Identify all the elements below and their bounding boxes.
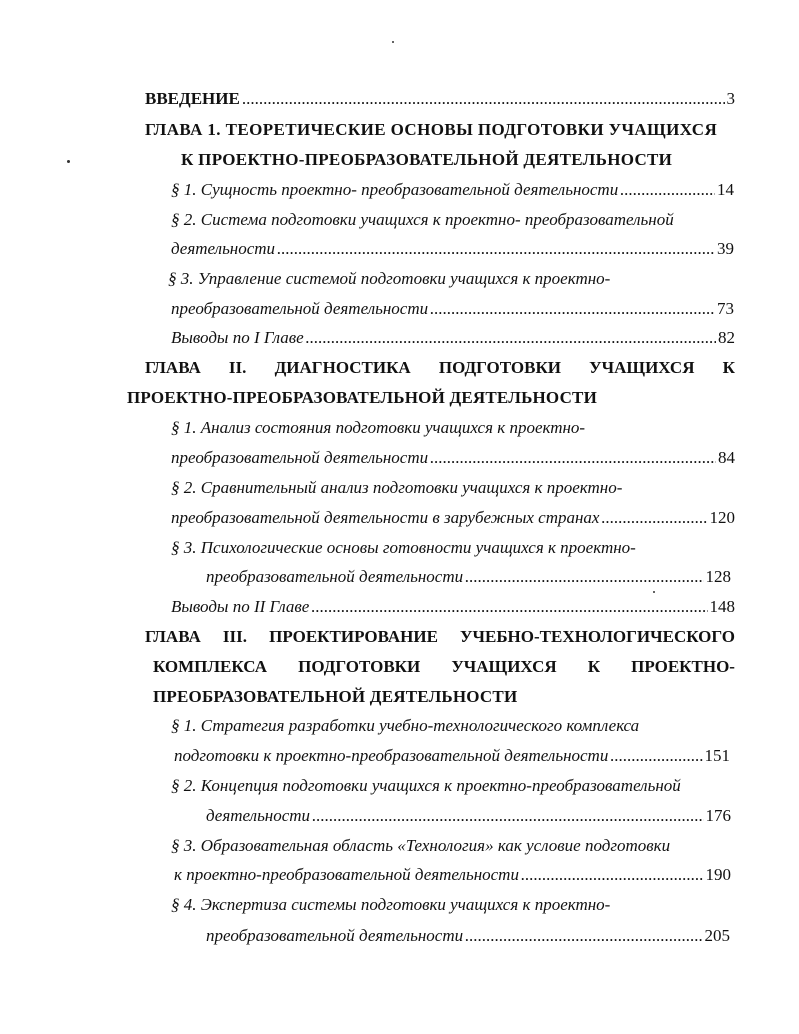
toc-entry-label: преобразовательной деятельности в зарубежных странах (171, 508, 600, 527)
leader-dots (312, 806, 703, 826)
toc-entry-2-1-line1[interactable]: § 1. Анализ состояния подготовки учащихся к проектно- (171, 418, 586, 437)
toc-entry-3-1[interactable] (174, 746, 730, 766)
heading-word: УЧЕБНО-ТЕХНОЛОГИЧЕСКОГО (460, 627, 735, 646)
toc-page-number: 73 (717, 299, 734, 318)
toc-entry-label: преобразовательной деятельности (171, 299, 429, 318)
toc-page-number: 151 (704, 746, 730, 765)
chapter-heading-2[interactable] (145, 358, 735, 378)
toc-entry-label: подготовки к проектно-преобразовательной деятельности (174, 746, 609, 765)
toc-entry-3-3[interactable] (174, 865, 731, 885)
heading-word: ПОДГОТОВКИ (438, 358, 561, 377)
toc-entry-2-1[interactable] (171, 448, 735, 468)
heading-word: КОМПЛЕКСА (153, 657, 268, 676)
toc-entry-3-1-line1[interactable]: § 1. Стратегия разработки учебно-технологического комплекса (171, 716, 640, 735)
heading-word: ПОДГОТОВКИ (298, 657, 421, 676)
toc-entry-2-2-line1[interactable]: § 2. Сравнительный анализ подготовки учащихся к проектно- (171, 478, 623, 497)
toc-entry-1-conclusion[interactable] (171, 328, 735, 348)
chapter-heading-3[interactable] (145, 627, 735, 647)
leader-dots (430, 299, 715, 319)
toc-entry-label: ВВЕДЕНИЕ (145, 89, 240, 108)
chapter-heading-3-cont[interactable] (153, 657, 735, 677)
toc-page-number: 39 (717, 239, 734, 258)
toc-page-number: 190 (705, 865, 731, 884)
toc-page-number: 14 (717, 180, 734, 199)
toc-page-number: 120 (709, 508, 735, 527)
heading-word: ГЛАВА (145, 627, 201, 646)
leader-dots (601, 508, 707, 528)
toc-entry-3-2[interactable] (206, 806, 731, 826)
toc-entry-3-2-line1[interactable]: § 2. Концепция подготовки учащихся к проектно-преобразовательной (171, 776, 681, 795)
heading-word: ПРОЕКТНО- (631, 657, 735, 676)
heading-word: К (722, 358, 735, 377)
toc-page-number: 84 (718, 448, 735, 467)
scan-speck (392, 41, 394, 43)
toc-entry-1-2[interactable] (171, 239, 734, 259)
leader-dots (521, 865, 704, 885)
chapter-heading-2-cont[interactable]: ПРОЕКТНО-ПРЕОБРАЗОВАТЕЛЬНОЙ ДЕЯТЕЛЬНОСТИ (127, 388, 598, 407)
toc-entry-label: преобразовательной деятельности (206, 567, 464, 586)
toc-page-number: 82 (718, 328, 735, 347)
toc-entry-2-2[interactable] (171, 508, 735, 528)
toc-page-number: 148 (709, 597, 735, 616)
toc-entry-label: преобразовательной деятельности (171, 448, 429, 467)
toc-page-number: 176 (705, 806, 731, 825)
scan-speck (653, 591, 655, 593)
chapter-heading-1-cont[interactable]: К ПРОЕКТНО-ПРЕОБРАЗОВАТЕЛЬНОЙ ДЕЯТЕЛЬНОСТИ (181, 150, 673, 169)
heading-word: ГЛАВА (145, 358, 201, 377)
heading-word: ДИАГНОСТИКА (274, 358, 411, 377)
toc-entry-intro[interactable] (145, 89, 735, 109)
chapter-heading-3-cont2[interactable]: ПРЕОБРАЗОВАТЕЛЬНОЙ ДЕЯТЕЛЬНОСТИ (153, 687, 518, 706)
toc-entry-3-4-line1[interactable]: § 4. Экспертиза системы подготовки учащихся к проектно- (171, 895, 611, 914)
toc-page-number: 3 (726, 89, 735, 108)
chapter-heading-1[interactable]: ГЛАВА 1. ТЕОРЕТИЧЕСКИЕ ОСНОВЫ ПОДГОТОВКИ УЧАЩИХСЯ (145, 120, 718, 139)
toc-entry-label: деятельности (171, 239, 276, 258)
toc-entry-label: Выводы по I Главе (171, 328, 304, 347)
heading-word: II. (228, 358, 247, 377)
leader-dots (311, 597, 707, 617)
toc-entry-3-3-line1[interactable]: § 3. Образовательная область «Технология» как условие подготовки (171, 836, 671, 855)
toc-entry-1-2-line1[interactable]: § 2. Система подготовки учащихся к проектно- преобразовательной (171, 210, 674, 229)
heading-word: УЧАЩИХСЯ (589, 358, 695, 377)
toc-entry-2-3[interactable] (206, 567, 731, 587)
toc-entry-2-conclusion[interactable] (171, 597, 735, 617)
toc-entry-label: деятельности (206, 806, 311, 825)
toc-entry-label: § 1. Сущность проектно- преобразовательной деятельности (171, 180, 619, 199)
heading-word: ПРОЕКТИРОВАНИЕ (269, 627, 438, 646)
leader-dots (306, 328, 716, 348)
scan-speck (67, 160, 70, 163)
leader-dots (465, 926, 702, 946)
leader-dots (610, 746, 702, 766)
heading-word: УЧАЩИХСЯ (451, 657, 557, 676)
heading-word: III. (222, 627, 247, 646)
heading-word: К (587, 657, 601, 676)
toc-entry-3-4[interactable] (206, 926, 730, 946)
toc-page-number: 205 (704, 926, 730, 945)
toc-entry-1-3[interactable] (171, 299, 734, 319)
leader-dots (620, 180, 715, 200)
leader-dots (242, 89, 725, 109)
leader-dots (430, 448, 716, 468)
toc-page-number: 128 (705, 567, 731, 586)
toc-entry-1-1[interactable] (171, 180, 734, 200)
leader-dots (277, 239, 715, 259)
toc-entry-label: Выводы по II Главе (171, 597, 310, 616)
toc-entry-label: преобразовательной деятельности (206, 926, 464, 945)
toc-entry-2-3-line1[interactable]: § 3. Психологические основы готовности учащихся к проектно- (171, 538, 636, 557)
toc-entry-label: к проектно-преобразовательной деятельности (174, 865, 519, 884)
leader-dots (465, 567, 703, 587)
toc-entry-1-3-line1[interactable]: § 3. Управление системой подготовки учащихся к проектно- (168, 269, 611, 288)
